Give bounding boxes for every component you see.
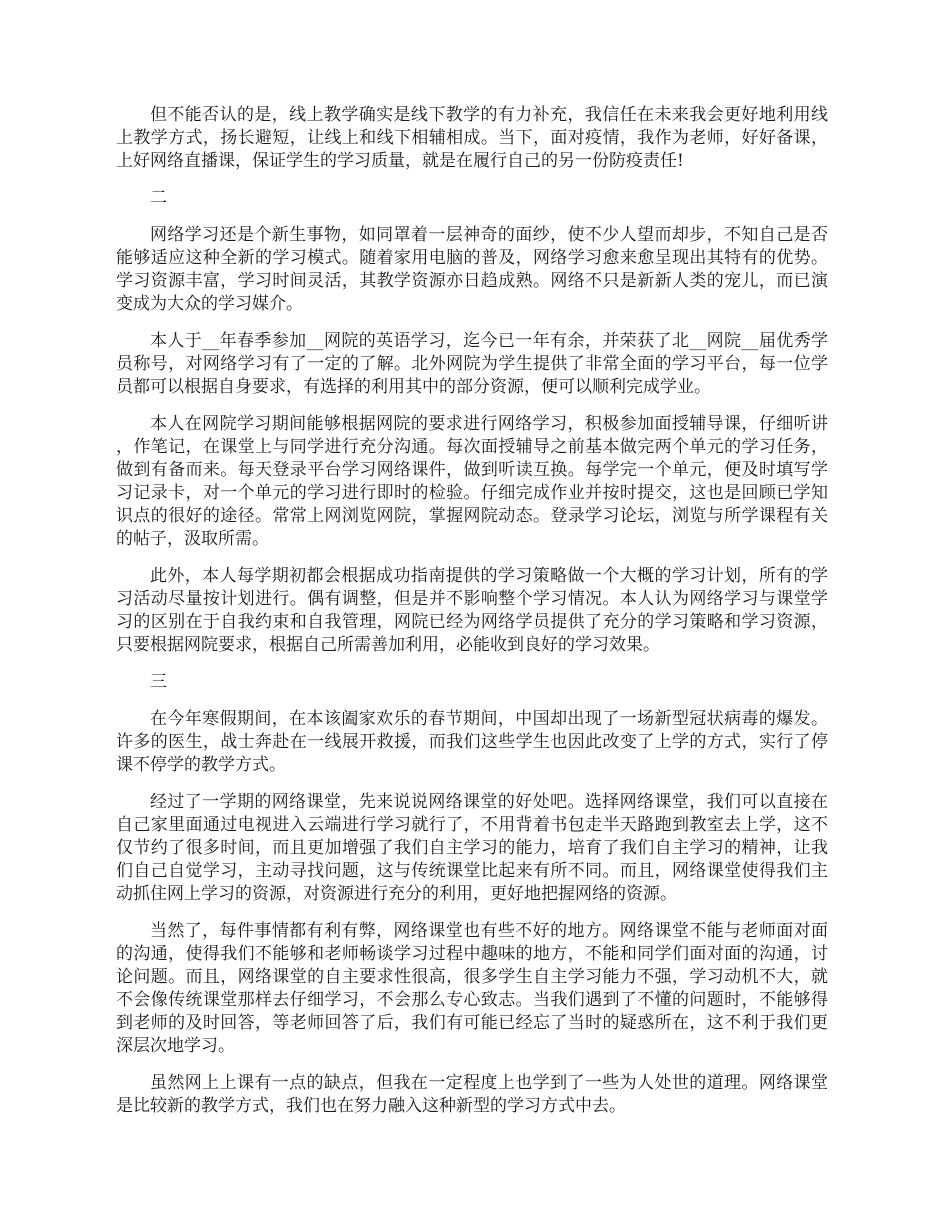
paragraph-intro-conclusion: 但不能否认的是，线上教学确实是线下教学的有力补充，我信任在未来我会更好地利用线上教学方式，扬长避短，让线上和线下相辅相成。当下，面对疫情，我作为老师，好好备课，上好网络直播课，保证学生的学习质量，就是在履行自己的另一份防疫责任! <box>116 105 828 171</box>
paragraph-online-learning-new: 网络学习还是个新生事物，如同罩着一层神奇的面纱，使不少人望而却步，不知自己是否能够适应这种全新的学习模式。随着家用电脑的普及，网络学习愈来愈呈现出其特有的优势。学习资源丰富，学习时间灵活，其教学资源亦日趋成熟。网络不只是新新人类的宠儿，而已演变成为大众的学习媒介。 <box>116 225 828 314</box>
paragraph-online-drawbacks: 当然了，每件事情都有利有弊，网络课堂也有些不好的地方。网络课堂不能与老师面对面的沟通，使得我们不能够和老师畅谈学习过程中趣味的地方，不能和同学们面对面的沟通，讨论问题。而且，网络课堂的自主要求性很高，很多学生自主学习能力不强，学习动机不大，就不会像传统课堂那样去仔细学习，不会那么专心致志。当我们遇到了不懂的问题时，不能够得到老师的及时回答，等老师回答了后，我们有可能已经忘了当时的疑惑所在，这不利于我们更深层次地学习。 <box>116 921 828 1056</box>
paragraph-study-methods: 本人在网院学习期间能够根据网院的要求进行网络学习，积极参加面授辅导课，仔细听讲，作笔记，在课堂上与同学进行充分沟通。每次面授辅导之前基本做完两个单元的学习任务，做到有备而来。每天登录平台学习网络课件，做到听读互换。每学完一个单元，便及时填写学习记录卡，对一个单元的学习进行即时的检验。仔细完成作业并按时提交，这也是回顾已学知识点的很好的途径。常常上网浏览网院，掌握网院动态。登录学习论坛，浏览与所学课程有关的帖子，汲取所需。 <box>116 414 828 549</box>
paragraph-pandemic-context: 在今年寒假期间，在本该阖家欢乐的春节期间，中国却出现了一场新型冠状病毒的爆发。许多的医生，战士奔赴在一线展开救援，而我们这些学生也因此改变了上学的方式，实行了停课不停学的教学方式。 <box>116 709 828 775</box>
paragraph-personal-experience: 本人于__年春季参加__网院的英语学习，迄今已一年有余，并荣获了北__网院__届优秀学员称号，对网络学习有了一定的了解。北外网院为学生提供了非常全面的学习平台，每一位学员都可以根据自身要求，有选择的利用其中的部分资源，便可以顺利完成学业。 <box>116 331 828 397</box>
paragraph-study-plan: 此外，本人每学期初都会根据成功指南提供的学习策略做一个大概的学习计划，所有的学习活动尽量按计划进行。偶有调整，但是并不影响整个学习情况。本人认为网络学习与课堂学习的区别在于自我约束和自我管理，网院已经为网络学员提供了充分的学习策略和学习资源，只要根据网院要求，根据自己所需善加利用，必能收到良好的学习效果。 <box>116 566 828 655</box>
document-body <box>116 104 828 1132</box>
paragraph-closing: 虽然网上上课有一点的缺点，但我在一定程度上也学到了一些为人处世的道理。网络课堂是比较新的教学方式，我们也在努力融入这种新型的学习方式中去。 <box>116 1073 828 1116</box>
section-number-two: 二 <box>150 188 167 208</box>
paragraph-online-benefits: 经过了一学期的网络课堂，先来说说网络课堂的好处吧。选择网络课堂，我们可以直接在自己家里面通过电视进入云端进行学习就行了，不用背着书包走半天路跑到教室去上学，这不仅节约了很多时间，而且更加增强了我们自主学习的能力，培育了我们自主学习的精神，让我们自己自觉学习，主动寻找问题，这与传统课堂比起来有所不同。而且，网络课堂使得我们主动抓住网上学习的资源，对资源进行充分的利用，更好地把握网络的资源。 <box>116 792 828 904</box>
section-number-three: 三 <box>150 672 167 692</box>
